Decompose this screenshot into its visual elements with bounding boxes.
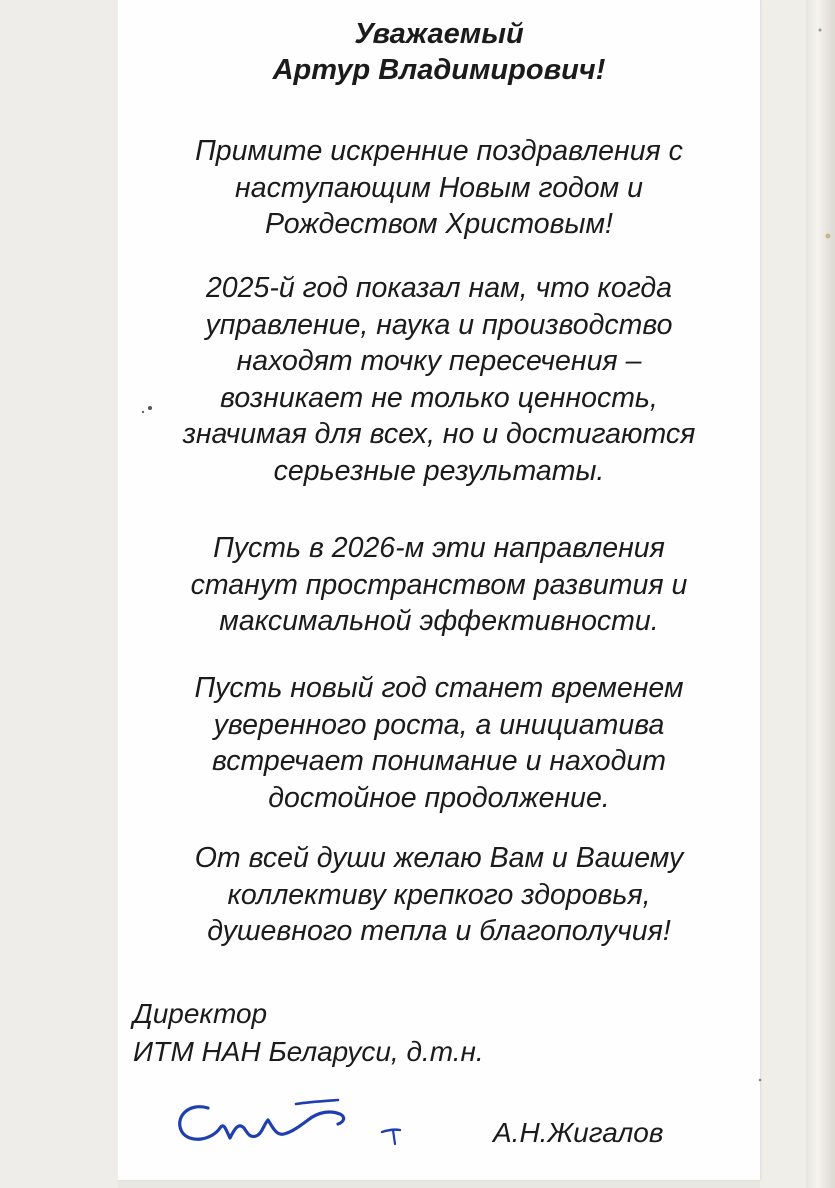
scan-page-edge: [806, 0, 835, 1188]
paragraph-line: управление, наука и производство: [205, 308, 673, 341]
paragraph-line: станут пространством развития и: [190, 568, 688, 601]
paragraph-line: значимая для всех, но и достигаются: [182, 418, 696, 450]
paragraph-line: достойное продолжение.: [268, 781, 610, 814]
paragraph-line: От всей души желаю Вам и Вашему: [194, 842, 684, 874]
signature-block: [133, 995, 484, 1071]
paragraph-line: 2025-й год показал нам, что когда: [205, 272, 673, 304]
greeting-line: Артур Владимирович!: [272, 54, 606, 86]
paragraph-line: максимальной эффективности.: [219, 605, 659, 637]
paragraph-line: Примите искренние поздравления с: [195, 135, 683, 167]
organization: ИТМ НАН Беларуси, д.т.н.: [133, 1036, 484, 1067]
paragraph-line: находят точку пересечения –: [236, 345, 642, 377]
paragraph-year-review: [118, 270, 760, 489]
scan-left-margin: [0, 0, 118, 1188]
paragraph-line: серьезные результаты.: [273, 454, 605, 487]
paragraph-line: Пусть новый год станет временем: [194, 672, 684, 704]
paragraph-line: Пусть в 2026-м эти направления: [213, 532, 665, 564]
paragraph-new-year-wish: [118, 670, 760, 816]
paragraph-congratulations: [118, 133, 760, 243]
paragraph-line: Рождеством Христовым!: [265, 208, 613, 240]
greeting-line: Уважаемый: [354, 18, 524, 50]
greeting: [118, 16, 760, 88]
paragraph-line: возникает не только ценность,: [220, 381, 658, 414]
paragraph-line: уверенного роста, а инициатива: [213, 708, 665, 741]
paragraph-line: душевного тепла и благополучия!: [207, 915, 671, 947]
paragraph-directions: [118, 530, 760, 640]
position-title: Директор: [133, 998, 268, 1029]
signatory-name: А.Н.Жигалов: [493, 1117, 664, 1148]
paragraph-closing-wish: [118, 840, 760, 950]
paragraph-line: встречает понимание и находит: [212, 745, 666, 777]
paragraph-line: коллективу крепкого здоровья,: [227, 878, 651, 911]
handwritten-signature-icon: [168, 1080, 428, 1160]
paragraph-line: наступающим Новым годом и: [235, 171, 643, 204]
